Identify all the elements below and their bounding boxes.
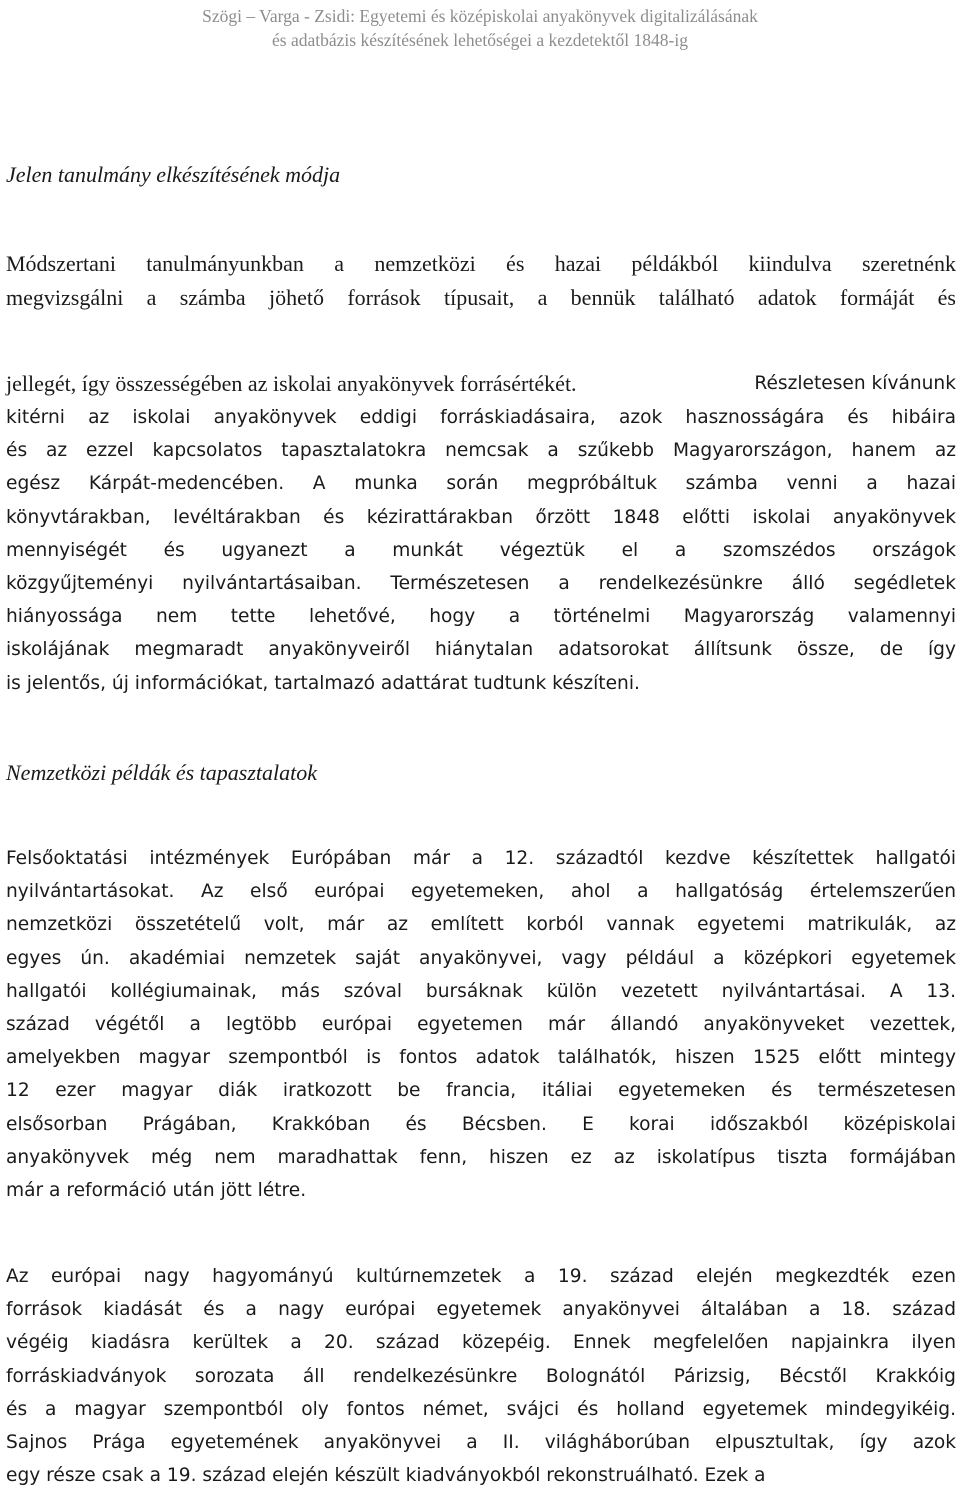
- text-fragment-sans: Részletesen kívánunk: [754, 373, 956, 394]
- paragraph-method-body: [6, 401, 956, 700]
- running-header: [0, 4, 960, 52]
- text-line: Az európai nagy hagyományú kultúrnemzetek a 19. század elején megkezdték ezen: [6, 1266, 956, 1287]
- text-line: források kiadását és a nagy európai egyetemek anyakönyvei általában a 18. század: [6, 1299, 956, 1321]
- text-line: Felsőoktatási intézmények Európában már a 12. századtól kezdve készítettek hallgatói: [6, 848, 956, 869]
- text-line: is jelentős, új információkat, tartalmazó adattárat tudtunk készíteni.: [6, 672, 640, 694]
- text-line: egész Kárpát-medencében. A munka során megpróbáltuk számba venni a hazai: [6, 473, 956, 495]
- text-line: iskolájának megmaradt anyakönyveiről hiánytalan adatsorokat állítsunk össze, de így: [6, 639, 956, 661]
- text-line: egyes ún. akadémiai nemzetek saját anyakönyvei, vagy például a középkori egyetemek: [6, 947, 956, 969]
- text-line: végéig kiadásra kerültek a 20. század közepéig. Ennek megfelelően napjainkra ilyen: [6, 1332, 956, 1354]
- text-line: 12 ezer magyar diák iratkozott be francia, itáliai egyetemeken és természetesen: [6, 1080, 956, 1102]
- section-heading-international: Nemzetközi példák és tapasztalatok: [6, 760, 318, 785]
- text-line: megvizsgálni a számba jöhető források típusait, a bennük található adatok formáját és: [6, 285, 956, 310]
- text-line: könyvtárakban, levéltárakban és kézirattárakban őrzött 1848 előtti iskolai anyakönyvek: [6, 506, 956, 528]
- text-line: hallgatói kollégiumainak, más szóval bursáknak külön vezetett nyilvántartásai. A 13.: [6, 980, 956, 1002]
- text-line: mennyiségét és ugyanezt a munkát végeztük el a szomszédos országok: [6, 539, 956, 561]
- text-fragment-serif: jellegét, így összességében az iskolai anyakönyvek forrásértékét.: [6, 371, 577, 396]
- text-line: anyakönyvek még nem maradhattak fenn, hiszen ez az iskolatípus tiszta formájában: [6, 1146, 956, 1168]
- text-line: amelyekben magyar szempontból is fontos adatok találhatók, hiszen 1525 előtt mintegy: [6, 1047, 956, 1069]
- text-line: század végétől a legtöbb európai egyetemen már állandó anyakönyveket vezettek,: [6, 1014, 956, 1036]
- text-line: hiányossága nem tette lehetővé, hogy a történelmi Magyarország valamennyi: [6, 606, 956, 628]
- text-line: már a reformáció után jött létre.: [6, 1180, 307, 1202]
- text-line: és a magyar szempontból oly fontos német, svájci és holland egyetemek mindegyikéig.: [6, 1398, 956, 1420]
- text-line: nyilvántartásokat. Az első európai egyetemeken, ahol a hallgatóság értelemszerűen: [6, 881, 956, 903]
- mixed-line: [6, 367, 956, 401]
- paragraph-method-intro: [6, 247, 956, 315]
- text-line: forráskiadványok sorozata áll rendelkezésünkre Bolognától Párizsig, Bécstől Krakkóig: [6, 1365, 956, 1387]
- paragraph-international-2: [6, 1260, 956, 1492]
- paragraph-international-1: [6, 842, 956, 1207]
- text-line: Módszertani tanulmányunkban a nemzetközi és hazai példákból kiindulva szeretnénk: [6, 251, 956, 276]
- text-line: Sajnos Prága egyetemének anyakönyvei a II. világháborúban elpusztultak, így azok: [6, 1432, 956, 1454]
- running-header-line-1: Szögi – Varga - Zsidi: Egyetemi és középiskolai anyakönyvek digitalizálásának: [202, 6, 758, 26]
- text-line: közgyűjteményi nyilvántartásaiban. Természetesen a rendelkezésünkre álló segédletek: [6, 573, 956, 595]
- text-line: és az ezzel kapcsolatos tapasztalatokra nemcsak a szűkebb Magyarországon, hanem az: [6, 440, 956, 462]
- text-line: nemzetközi összetételű volt, már az említett korból vannak egyetemi matrikulák, az: [6, 914, 956, 936]
- text-line: kitérni az iskolai anyakönyvek eddigi forráskiadásaira, azok hasznosságára és hibáira: [6, 407, 956, 428]
- running-header-line-2: és adatbázis készítésének lehetőségei a kezdetektől 1848-ig: [272, 30, 688, 50]
- text-line: elsősorban Prágában, Krakkóban és Bécsben. E korai időszakból középiskolai: [6, 1113, 956, 1135]
- text-line: egy része csak a 19. század elején készült kiadványokból rekonstruálható. Ezek a: [6, 1465, 766, 1487]
- section-heading-method: Jelen tanulmány elkészítésének módja: [6, 162, 341, 187]
